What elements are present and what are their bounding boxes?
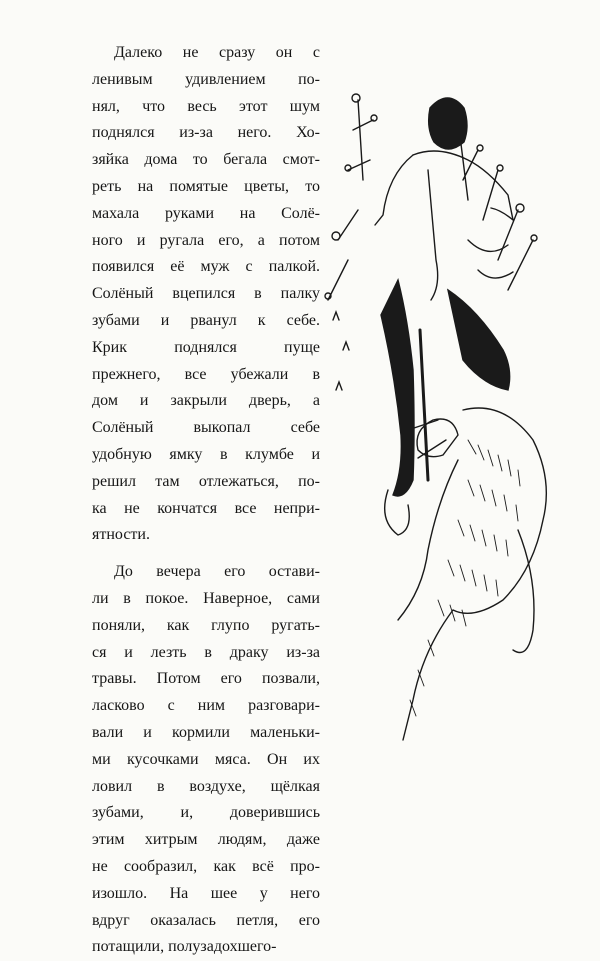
text-line: зяйка дома то бегала смот- (92, 151, 320, 169)
text-line: дом и закрыли дверь, а (92, 392, 320, 410)
dog-figure (398, 408, 546, 740)
paragraph-2 (92, 559, 320, 961)
text-line: Далеко не сразу он с (114, 44, 320, 61)
text-line: Солёный выкопал себе (92, 419, 320, 437)
text-line: этим хитрым людям, даже (92, 831, 320, 849)
text-line: Солёный вцепился в палку (92, 285, 320, 303)
text-line: поняли, как глупо ругать- (92, 616, 320, 634)
text-line: зубами и рванул к себе. (92, 311, 320, 329)
text-column (92, 40, 320, 961)
text-line: До вечера его остави- (114, 563, 320, 581)
text-line: ленивым удивлением по- (92, 70, 320, 88)
text-line: изошло. На шее у него (92, 884, 320, 902)
text-line: ка не кончатся все непри- (92, 499, 320, 517)
text-line: Крик поднялся пуще (92, 338, 320, 356)
text-line: ся и лезть в драку из-за (92, 643, 320, 661)
text-line: махала руками на Солё- (92, 204, 320, 222)
text-line: ного и ругала его, а потом (92, 231, 320, 249)
text-line: потащили, полузадохшего- (92, 938, 277, 956)
text-line: поднялся из-за него. Хо- (92, 124, 320, 142)
man-and-dog-illustration (318, 60, 558, 750)
text-line: прежнего, все убежали в (92, 365, 320, 383)
text-line: ласково с ним разговари- (92, 697, 320, 715)
man-figure (375, 98, 513, 535)
text-line: нял, что весь этот шум (92, 97, 320, 115)
text-line: появился её муж с палкой. (92, 258, 320, 276)
text-line: ли в покое. Наверное, сами (92, 589, 320, 607)
text-line: вали и кормили маленьки- (92, 723, 320, 741)
text-line: ми кусочками мяса. Он их (92, 750, 320, 768)
text-line: удобную ямку в клумбе и (92, 445, 320, 463)
flowers-left (325, 94, 377, 390)
text-line: не сообразил, как всё про- (92, 857, 320, 875)
text-line: решил там отлежаться, по- (92, 472, 320, 490)
text-line: ятности. (92, 526, 150, 544)
paragraph-1 (92, 40, 320, 549)
text-line: вдруг оказалась петля, его (92, 911, 320, 929)
text-line: реть на помятые цветы, то (92, 177, 320, 195)
text-line: ловил в воздухе, щёлкая (92, 777, 320, 795)
flowers-right (454, 114, 537, 290)
text-line: зубами, и, доверившись (92, 804, 320, 822)
text-line: травы. Потом его позвали, (92, 670, 320, 688)
